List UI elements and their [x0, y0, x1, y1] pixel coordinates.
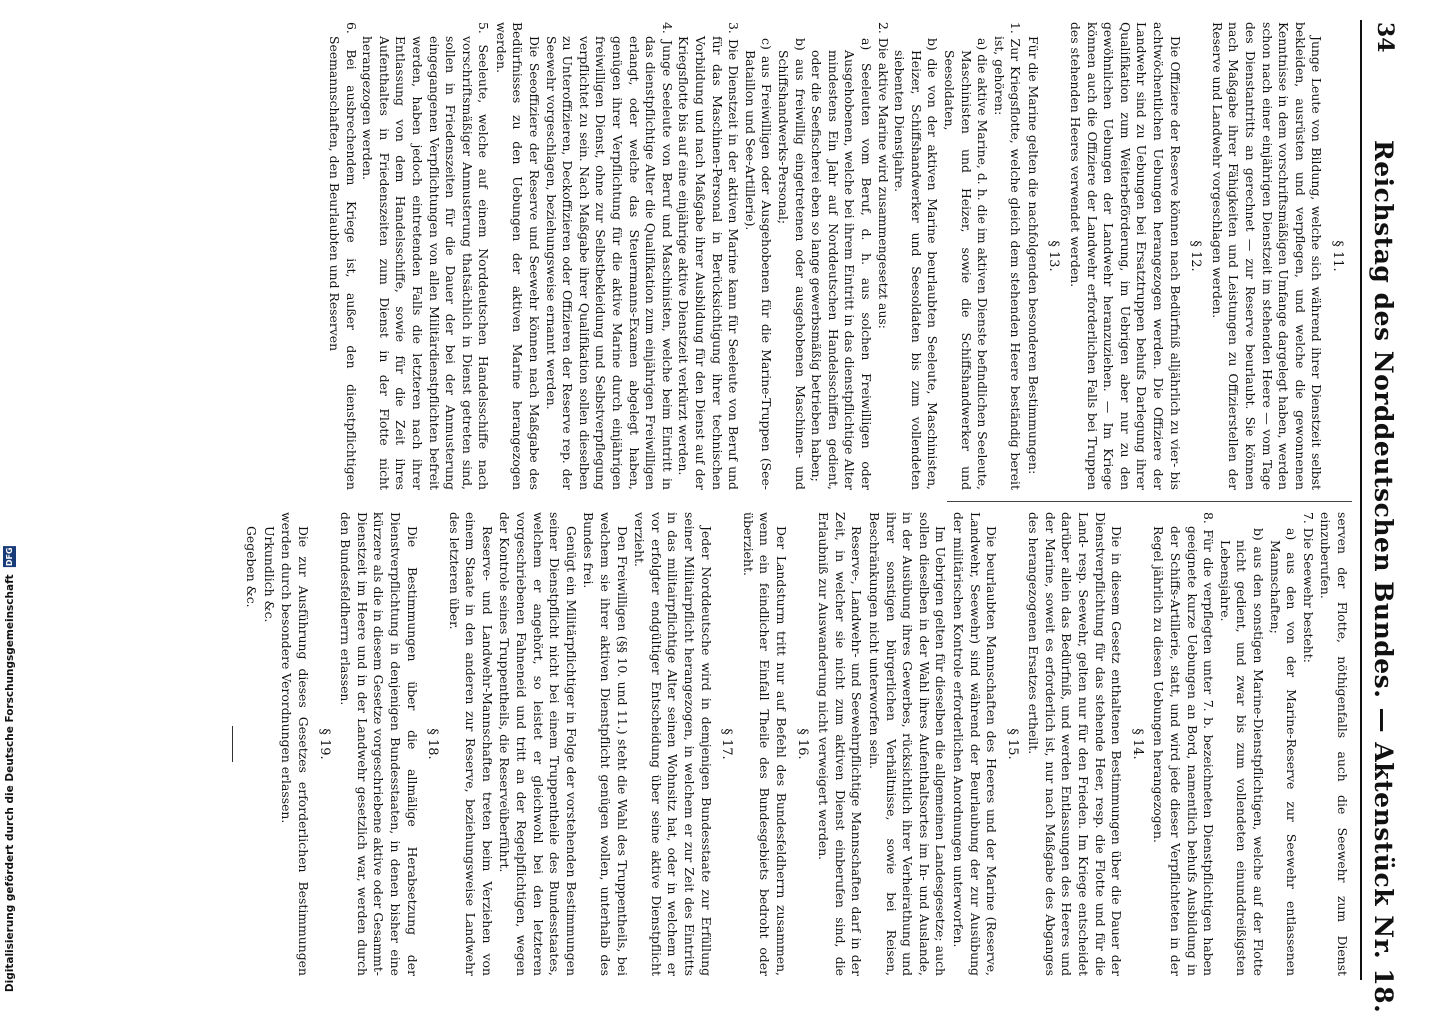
page-header — [1360, 20, 1398, 1013]
digitization-credit — [3, 546, 16, 992]
paragraph: Reserve- und Landwehr-Mannschaften treten beim Verziehen von einem Staate in den anderen zur Reserve, beziehungsweise Landwehr des letzteren über. — [446, 512, 495, 976]
rotated-page — [42, 0, 1432, 1013]
paragraph: Die Seeoffiziere der Reserve und Seewehr können nach Maßgabe des Bedürfnisses zu den Uebungen der aktiven Marine herangezogen werden. — [493, 22, 543, 490]
list-item: 8. Für die verpflegten unter 7. b. bezeichneten Dienstpflichtigen haben geeignete kurze Uebungen an Bord, namentlich behufs Ausbildung in der Schiffs-Artillerie, statt, und wird jede dieser Verpflichteten in der Regel jährlich zu diesen Uebungen herangezogen. — [1151, 512, 1217, 976]
list-item: 3. Die Dienstzeit in der aktiven Marine kann für Seeleute von Beruf und für das Maschinen-Personal in Berücksichtigung ihrer technischen Vorbildung und nach Maßgabe ihrer Ausbildung für den Dienst auf der Kriegsflotte bis auf eine einjährige aktive Dienstzeit verkürzt werden. — [676, 22, 742, 490]
paragraph: Im Uebrigen gelten für dieselben die allgemeinen Landesgesetze; auch sollen dieselben in der Wahl ihres Aufenthaltsortes im In- und Auslande, in der Ausübung ihres Gewerbes, rücksichtlich ihrer Verheirathung und ihrer sonstigen bürgerlichen Verhältnisse, sowie bei Reisen, Beschränkungen nicht unterworfen sein. — [866, 512, 949, 976]
paragraph: Die zur Ausführung dieses Gesetzes erforderlichen Bestimmungen werden durch besondere Verordnungen erlassen. — [279, 512, 311, 976]
list-item: 7. Die Seewehr besteht: — [1300, 512, 1316, 663]
section-heading: § 16. — [794, 728, 810, 760]
section-heading: § 14. — [1129, 728, 1145, 760]
paragraph: Reserve-, Landwehr- und Seewehrpflichtige Mannschaften darf in der Zeit, in welcher sie nicht zum aktiven Dienst einberufen sind, die Erlaubniß zur Auswanderung nicht verweigert werden. — [816, 512, 865, 976]
paragraph: Die beurlaubten Mannschaften des Heeres und der Marine (Reserve, Landwehr, Seewehr) sind während der Beurlaubung der zur Ausübung der militärischen Kontrole erforderlichen Anordnungen unterworfen. — [950, 512, 1000, 976]
paragraph: Jeder Norddeutsche wird in demjenigen Bundesstaate zur Erfüllung seiner Militairpflicht herangezogen, in welchem er zur Zeit des Eintritts in das militairpflichtige Alter seinen Wohnsitz hat, oder in welchem er vor erfolgter endgültiger Entscheidung über seine aktive Dienstpflicht verzieht. — [632, 512, 714, 976]
sub-item: b) aus den sonstigen Marine-Dienstpflichtigen, welche auf der Flotte nicht gedient, und zwar bis zum vollendeten einunddreißigsten Lebensjahre. — [1217, 528, 1267, 976]
section-heading: § 18. — [425, 728, 441, 760]
credit-text: Digitalisierung gefördert durch die Deutsche Forschungsgemeinschaft — [4, 574, 16, 992]
paragraph: Genügt ein Militärpflichtiger in Folge der vorstehenden Bestimmungen seiner Dienstpflicht nicht bei einem Truppentheile des Bundesstaates, welchem er angehört, so leistet er gleichwohl bei den letzteren vorgeschriebenen Fahneneid und tritt an der Regelpflichtigen, wegen der Kontrole seines Truppentheils, die Reserveüberführt. — [497, 512, 579, 976]
paragraph: Für die Marine gelten die nachfolgenden besonderen Bestimmungen: — [1025, 36, 1041, 475]
list-item: 4. Junge Seeleute von Beruf und Maschinisten, welche beim Eintritt in das dienstpflichtige Alter die Qualifikation zum einjährigen Freiwilligen erlangt, oder welche das Steuermanns-Examen abgelegt haben, genügen ihrer Verpflichtung für die aktive Marine durch einjährigen freiwilligen Dienst, ohne zur Selbstbekleidung und Selbstverpflegung verpflichtet zu sein. Nach Maßgabe ihrer Qualifikation sollen dieselben zu Unteroffizieren, Deckoffizieren oder Offizieren der Reserve rep. der Seewehr vorgeschlagen, beziehungsweise ernannt werden. — [543, 22, 675, 490]
sub-item: c) aus Freiwilligen oder Ausgehobenen für die Marine-Truppen (See-Bataillon und See-Artillerie). — [742, 38, 775, 490]
sub-item: a) Seeleuten vom Beruf, d. h. aus solchen Freiwilligen oder Ausgehobenen, welche bei ihrem Eintritt in das dienstpflichtige Alter mindestens Ein Jahr auf Norddeutschen Handelsschiffen gedient, oder die Seefischerei eben so lange gewerbsmäßig betrieben haben; — [809, 38, 874, 490]
column-separator — [947, 501, 1352, 502]
page-title: Reichstag des Norddeutschen Bundes. — Aktenstück Nr. 18. — [1369, 140, 1398, 1013]
list-item: 6. Bei ausbrechendem Kriege ist, außer den dienstpflichtigen Seemannschaften, den Beurlaubten und Reserven — [326, 22, 359, 490]
section-heading: § 17. — [719, 728, 735, 760]
closing-rule — [232, 726, 233, 762]
section-heading: § 11. — [1330, 240, 1345, 272]
paragraph: Den Freiwilligen (§§ 10. und 11.) steht die Wahl des Truppentheils, bei welchem sie ihrer aktiven Dienstpflicht genügen wollen, unterhalb des Bundes frei. — [581, 512, 630, 976]
right-column — [222, 512, 1350, 976]
list-item: 2. Die aktive Marine wird zusammengesetzt aus: — [875, 22, 891, 329]
sub-item: b) die von der aktiven Marine beurlaubten Seeleute, Maschinisten, Heizer, Schiffshandwerker und Seesoldaten bis zum vollendeten siebenten Dienstjahre. — [892, 38, 941, 490]
paragraph: Die Bestimmungen über die allmälige Herabsetzung der Dienstverpflichtung in denjenigen Bundesstaaten, in denen bisher eine kürzere als die in diesem Gesetze vorgeschriebene aktive oder Gesammt-Dienstzeit im Heere und in der Landwehr gesetzlich war, werden durch den Bundesfeldherrn erlassen. — [338, 512, 420, 976]
page-number: 34 — [1372, 22, 1398, 53]
section-heading: § 12. — [1188, 240, 1204, 272]
sub-item: a) die aktive Marine, d. h. die im aktiven Dienste befindlichen Seeleute, Maschinisten und Heizer, sowie die Schiffshandwerker und Seesoldaten, — [941, 38, 991, 490]
signature-line: Urkundlich &c. — [261, 526, 277, 623]
paragraph: Die Offiziere der Reserve können nach Bedürfniß alljährlich zu vier- bis achtwöchentlichen Uebungen herangezogen werden. Die Offiziere der Landwehr sind zu Uebungen bei Ersatztruppen behufs Darlegung ihrer Qualifikation zum Weiterbeförderung, im Uebrigen aber nur zu den gewöhnlichen Uebungen der Landwehr heranzuziehen. — Im Kriege können auch die Offiziere der Landwehr erforderlichen Falls bei Truppen des stehenden Heeres verwendet werden. — [1068, 22, 1183, 490]
list-item: 5. Seeleute, welche auf einem Norddeutschen Handelsschiffe nach vorschriftsmäßiger Anmusterung thatsächlich in Dienst getreten sind, sollen in Friedenszeiten für die Dauer der bei der Anmusterung eingegangenen Verpflichtungen von allen Militärdienstpflichten befreit werden, haben jedoch eintretenden Falls die letzteren nach ihrer Entlassung von dem Handelsschiffe, sowie für die Zeit ihres Aufenthaltes in Friedenszeiten zum Dienst in der Flotte nicht herangezogen werden. — [360, 22, 492, 490]
paragraph: Junge Leute von Bildung, welche sich während ihrer Dienstzeit selbst bekleiden, ausrüsten und verpflegen, und welche die gewonnenen Kenntnisse in dem vorschriftsmäßigen Umfange dargelegt haben, werden schon nach einer einjährigen Dienstzeit im stehenden Heere — vom Tage des Dienstantritts an gerechnet — zur Reserve beurlaubt. Sie können nach Maßgabe ihrer Fähigkeiten und Leistungen zu Offizierstellen der Reserve und Landwehr vorgeschlagen werden. — [1209, 22, 1325, 490]
paragraph: Der Landsturm tritt nur auf Befehl des Bundesfeldherrn zusammen, wenn ein feindlicher Einfall Theile des Bundesgebiets bedroht oder überzieht. — [740, 512, 789, 976]
signature-line: Gegeben &c. — [244, 526, 260, 608]
dfg-logo: DFG — [5, 546, 14, 566]
left-column — [325, 22, 1350, 490]
digitization-credit-strip — [0, 0, 22, 1000]
section-heading: § 15. — [1004, 728, 1020, 760]
sub-item: a) aus den von der Marine-Reserve zur Seewehr entlassenen Mannschaften; — [1267, 528, 1300, 976]
paragraph: serven der Flotte, nöthigenfalls auch die Seewehr zum Dienst einzuberufen. — [1318, 512, 1350, 976]
sub-item: b) aus freiwillig eingetretenen oder ausgehobenen Maschinen- und Schiffshandwerks-Personal; — [776, 38, 808, 490]
section-heading: § 19. — [316, 728, 332, 760]
section-heading: § 13. — [1046, 240, 1062, 272]
paragraph: Die in diesem Gesetz enthaltenen Bestimmungen über die Dauer der Dienstverpflichtung für das stehende Heer, resp. die Flotte und für die Land- resp. Seewehr, gelten nur für den Frieden. Im Kriege entscheidet darüber allein das Bedürfniß, und werden Entlassungen des Heeres und der Marine, soweit es erforderlich ist, nur nach Maßgabe des Abganges des herangezogenen Ersatzes ertheilt. — [1026, 512, 1125, 976]
list-item: 1. Zur Kriegsflotte, welche gleich dem stehenden Heere beständig bereit ist, gehören: — [991, 22, 1024, 490]
